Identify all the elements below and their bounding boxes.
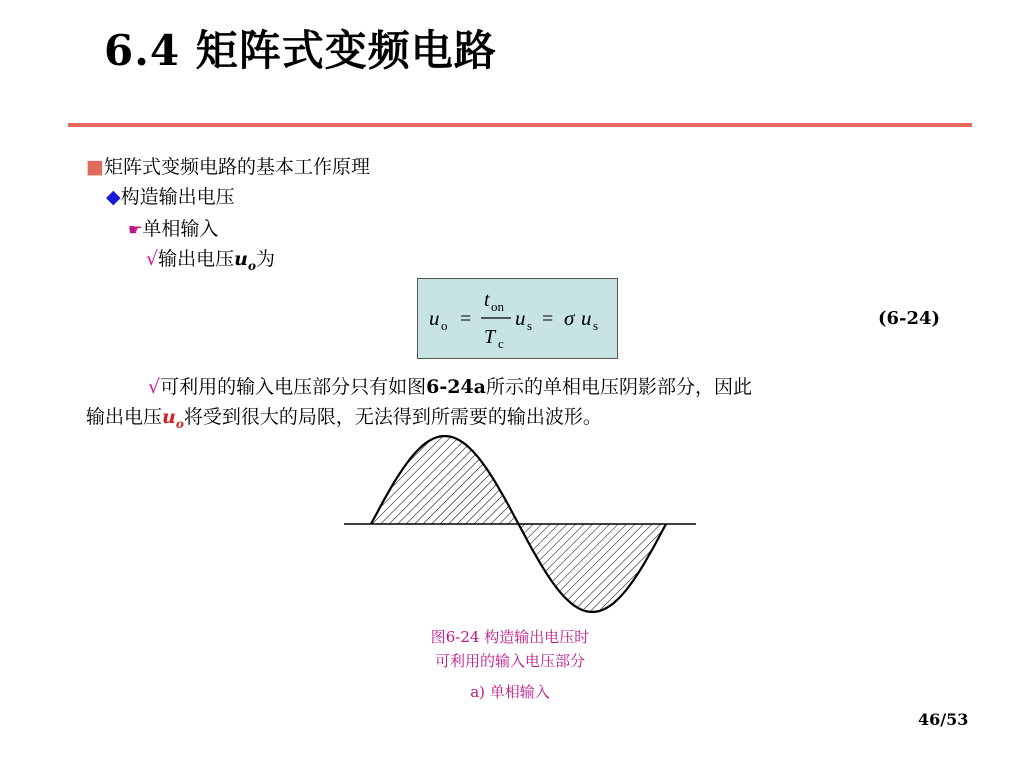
bullet-level3-text: 单相输入 xyxy=(142,218,219,240)
formula-rhs: u xyxy=(581,306,592,330)
bullet-level4 xyxy=(146,244,275,273)
output-voltage-subscript: o xyxy=(247,258,256,273)
negative-half-cycle-shaded xyxy=(519,524,667,612)
output-voltage-subscript: o xyxy=(175,416,184,431)
formula-rhs-sub: s xyxy=(593,318,599,333)
bullet-level4-end: 为 xyxy=(255,248,275,270)
paragraph-part3: 输出电压 xyxy=(86,406,163,428)
bullet-level3 xyxy=(128,214,218,241)
sine-waveform-figure xyxy=(330,430,710,620)
formula-eq1: = xyxy=(460,308,472,330)
figure-caption-line2: 可利用的输入电压部分 xyxy=(434,652,585,670)
paragraph-part1: 可利用的输入电压部分只有如图 xyxy=(160,376,427,398)
formula-lhs-sub: o xyxy=(441,318,448,333)
slide-title: 6.4 矩阵式变频电路 xyxy=(104,26,497,75)
bullet-level2-text: 构造输出电压 xyxy=(120,186,235,208)
formula-box xyxy=(417,278,618,359)
body-paragraph xyxy=(86,372,956,439)
bullet-level1-text: 矩阵式变频电路的基本工作原理 xyxy=(103,156,370,178)
bullet-level2 xyxy=(106,182,235,209)
figure-reference: 6-24a xyxy=(426,376,486,398)
bullet-level1 xyxy=(86,152,370,179)
formula-mid-sub: s xyxy=(527,318,533,333)
check-mark-icon: √ xyxy=(146,248,159,270)
formula-lhs: u xyxy=(429,306,440,330)
page-number: 46/53 xyxy=(918,710,969,729)
bullet-level4-text: 输出电压 xyxy=(158,248,235,270)
formula-eq2: = xyxy=(542,308,554,330)
paragraph-part4: 将受到很大的局限，无法得到所需要的输出波形。 xyxy=(183,406,602,428)
positive-half-cycle-shaded xyxy=(371,436,519,524)
paragraph-part2: 所示的单相电压阴影部分，因此 xyxy=(485,376,752,398)
formula-mid: u xyxy=(515,306,526,330)
figure-caption-line3: a) 单相输入 xyxy=(470,683,550,701)
formula-svg xyxy=(418,279,617,358)
formula-den: T xyxy=(484,326,496,348)
formula-num: t xyxy=(484,289,490,311)
formula-num-sub: on xyxy=(491,299,504,314)
title-divider xyxy=(68,123,972,127)
formula-sigma: σ xyxy=(564,306,575,330)
pointing-hand-icon: ☛ xyxy=(128,220,143,239)
output-voltage-symbol: u xyxy=(162,406,176,428)
formula-den-sub: c xyxy=(498,336,504,351)
figure-caption-line1: 图6-24 构造输出电压时 xyxy=(430,628,590,646)
equation-number: (6-24) xyxy=(878,308,941,329)
diamond-bullet-icon: ◆ xyxy=(106,186,121,208)
check-mark-icon: √ xyxy=(148,376,161,398)
square-bullet-icon: ■ xyxy=(86,156,104,178)
output-voltage-symbol: u xyxy=(234,248,248,270)
